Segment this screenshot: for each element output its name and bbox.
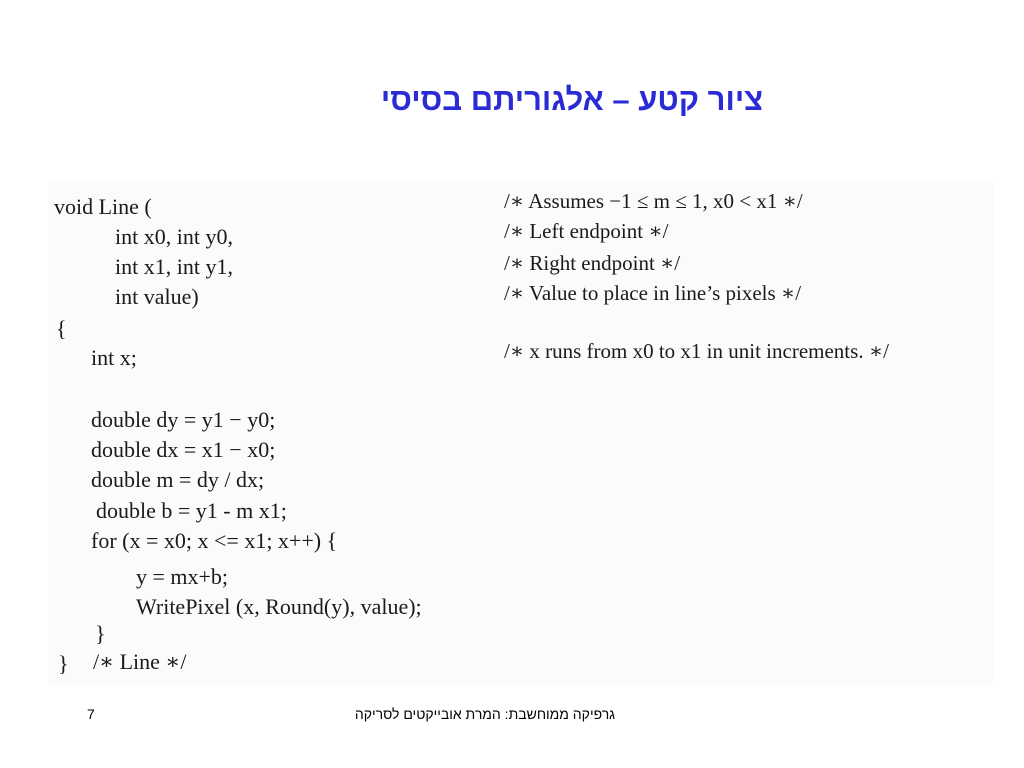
code-line: int x0, int y0, <box>115 224 233 249</box>
code-line: y = mx+b; <box>136 564 229 589</box>
code-line: double dx = x1 − x0; <box>91 437 276 462</box>
code-brace-close: } <box>58 651 69 676</box>
code-brace-open: { <box>56 316 67 341</box>
code-line: double m = dy / dx; <box>91 467 265 492</box>
code-comment: /∗ Line ∗/ <box>93 649 187 674</box>
footer-caption: גרפיקה ממוחשבת: המרת אובייקטים לסריקה <box>354 706 616 722</box>
code-line: int value) <box>115 284 199 309</box>
code-line: int x; <box>91 345 137 370</box>
code-line: double dy = y1 − y0; <box>91 407 276 432</box>
slide-title: ציור קטע – אלגוריתם בסיסי <box>380 82 764 117</box>
code-listing-image <box>48 180 993 685</box>
code-comment: /∗ Right endpoint ∗/ <box>504 251 681 275</box>
code-line: int x1, int y1, <box>115 254 233 279</box>
code-comment: /∗ Value to place in line’s pixels ∗/ <box>504 281 802 305</box>
code-line: void Line ( <box>54 194 152 219</box>
code-comment: /∗ x runs from x0 to x1 in unit increments. ∗/ <box>504 339 889 363</box>
code-line: double b = y1 - m x1; <box>96 498 287 523</box>
code-line: for (x = x0; x <= x1; x++) { <box>91 528 338 553</box>
code-comment: /∗ Left endpoint ∗/ <box>504 219 669 243</box>
page-number: 7 <box>87 706 95 722</box>
code-brace-close: } <box>95 621 106 646</box>
code-comment: /∗ Assumes −1 ≤ m ≤ 1, x0 < x1 ∗/ <box>504 189 803 213</box>
code-line: WritePixel (x, Round(y), value); <box>136 594 422 619</box>
